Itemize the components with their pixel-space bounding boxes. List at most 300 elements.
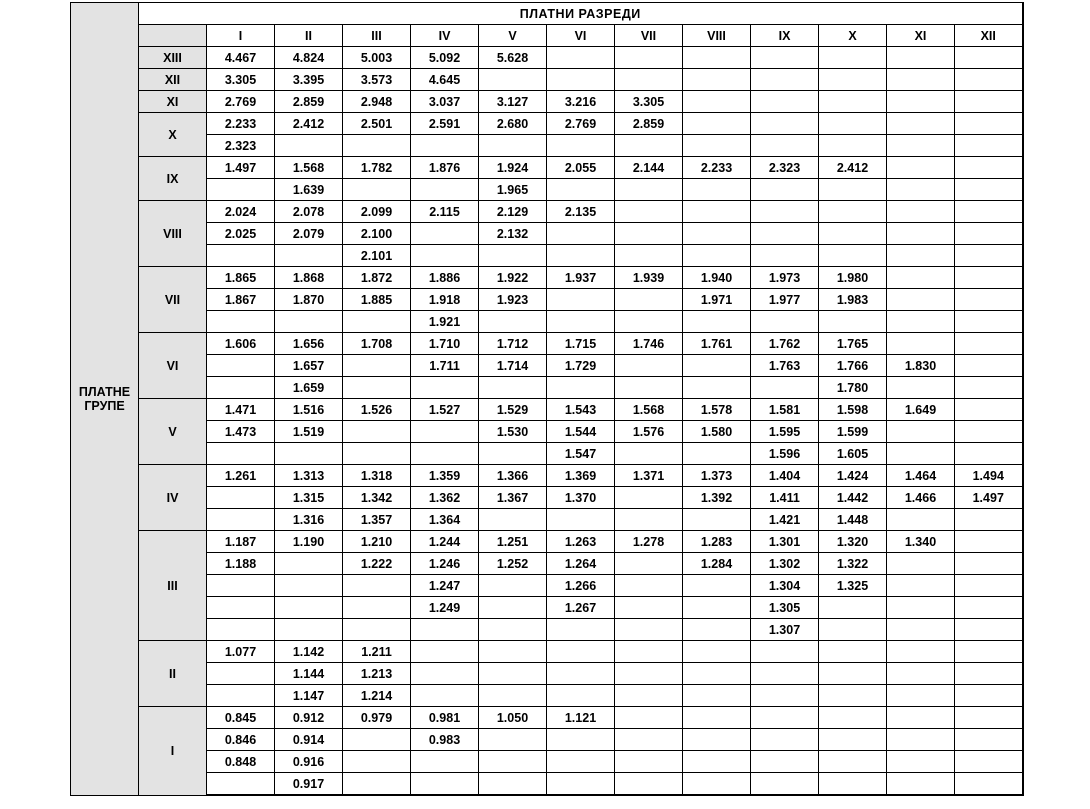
coefficient-cell bbox=[955, 135, 1023, 157]
coefficient-cell: 1.973 bbox=[751, 267, 819, 289]
coefficient-cell bbox=[411, 245, 479, 267]
coefficient-cell: 1.392 bbox=[683, 487, 751, 509]
coefficient-cell bbox=[683, 355, 751, 377]
coefficient-cell: 1.424 bbox=[819, 465, 887, 487]
coefficient-cell: 2.859 bbox=[275, 91, 343, 113]
coefficient-cell: 1.526 bbox=[343, 399, 411, 421]
coefficient-cell bbox=[479, 575, 547, 597]
table-row bbox=[71, 267, 1023, 289]
coefficient-cell: 2.100 bbox=[343, 223, 411, 245]
coefficient-cell bbox=[547, 135, 615, 157]
coefficient-cell bbox=[615, 201, 683, 223]
coefficient-cell: 1.980 bbox=[819, 267, 887, 289]
table-row bbox=[71, 179, 1023, 201]
group-label: XII bbox=[139, 69, 207, 91]
coefficient-cell: 2.129 bbox=[479, 201, 547, 223]
coefficient-cell bbox=[751, 91, 819, 113]
column-header: VI bbox=[547, 25, 615, 47]
coefficient-cell bbox=[615, 443, 683, 465]
coefficient-cell bbox=[683, 751, 751, 773]
coefficient-cell bbox=[615, 311, 683, 333]
coefficient-cell: 1.264 bbox=[547, 553, 615, 575]
coefficient-cell bbox=[547, 223, 615, 245]
table-row bbox=[71, 377, 1023, 399]
coefficient-cell bbox=[411, 751, 479, 773]
coefficient-cell: 0.917 bbox=[275, 773, 343, 796]
coefficient-cell bbox=[751, 751, 819, 773]
coefficient-cell bbox=[955, 443, 1023, 465]
table-row bbox=[71, 619, 1023, 641]
column-header: IV bbox=[411, 25, 479, 47]
pay-grades-title: ПЛАТНИ РАЗРЕДИ bbox=[139, 3, 1023, 25]
coefficient-cell: 1.765 bbox=[819, 333, 887, 355]
coefficient-cell bbox=[207, 245, 275, 267]
coefficient-cell bbox=[887, 685, 955, 707]
coefficient-cell: 2.323 bbox=[207, 135, 275, 157]
coefficient-cell bbox=[819, 663, 887, 685]
table-row bbox=[71, 91, 1023, 113]
coefficient-cell: 1.322 bbox=[819, 553, 887, 575]
coefficient-cell bbox=[819, 707, 887, 729]
coefficient-cell: 1.568 bbox=[275, 157, 343, 179]
coefficient-cell bbox=[343, 443, 411, 465]
coefficient-cell bbox=[887, 619, 955, 641]
coefficient-cell bbox=[819, 597, 887, 619]
coefficient-cell: 0.846 bbox=[207, 729, 275, 751]
group-label: I bbox=[139, 707, 207, 796]
table-row bbox=[71, 421, 1023, 443]
group-label: II bbox=[139, 641, 207, 707]
coefficient-cell: 1.263 bbox=[547, 531, 615, 553]
coefficient-cell bbox=[683, 377, 751, 399]
coefficient-cell: 1.367 bbox=[479, 487, 547, 509]
coefficient-cell bbox=[615, 575, 683, 597]
coefficient-cell bbox=[887, 135, 955, 157]
coefficient-cell: 2.079 bbox=[275, 223, 343, 245]
coefficient-cell bbox=[615, 377, 683, 399]
coefficient-cell: 2.501 bbox=[343, 113, 411, 135]
coefficient-cell bbox=[751, 685, 819, 707]
coefficient-cell bbox=[955, 69, 1023, 91]
coefficient-cell bbox=[751, 179, 819, 201]
coefficient-cell: 2.412 bbox=[819, 157, 887, 179]
coefficient-cell bbox=[751, 641, 819, 663]
coefficient-cell bbox=[479, 619, 547, 641]
coefficient-cell bbox=[615, 619, 683, 641]
coefficient-cell: 3.305 bbox=[207, 69, 275, 91]
table-row bbox=[71, 399, 1023, 421]
coefficient-cell bbox=[683, 729, 751, 751]
salary-table-container bbox=[70, 2, 1024, 796]
coefficient-cell: 2.591 bbox=[411, 113, 479, 135]
coefficient-cell: 1.763 bbox=[751, 355, 819, 377]
group-label: IV bbox=[139, 465, 207, 531]
coefficient-cell bbox=[411, 421, 479, 443]
coefficient-cell bbox=[955, 421, 1023, 443]
coefficient-cell bbox=[207, 619, 275, 641]
coefficient-cell bbox=[683, 509, 751, 531]
coefficient-cell bbox=[547, 509, 615, 531]
coefficient-cell bbox=[751, 113, 819, 135]
coefficient-cell bbox=[955, 377, 1023, 399]
header-row-title bbox=[71, 3, 1023, 25]
coefficient-cell: 1.142 bbox=[275, 641, 343, 663]
coefficient-cell bbox=[887, 509, 955, 531]
coefficient-cell bbox=[411, 135, 479, 157]
coefficient-cell bbox=[955, 113, 1023, 135]
coefficient-cell: 2.078 bbox=[275, 201, 343, 223]
table-row bbox=[71, 729, 1023, 751]
coefficient-cell bbox=[207, 685, 275, 707]
coefficient-cell: 1.580 bbox=[683, 421, 751, 443]
coefficient-cell bbox=[887, 91, 955, 113]
coefficient-cell: 1.359 bbox=[411, 465, 479, 487]
coefficient-cell: 3.395 bbox=[275, 69, 343, 91]
coefficient-cell bbox=[343, 355, 411, 377]
coefficient-cell bbox=[615, 773, 683, 796]
coefficient-cell bbox=[547, 311, 615, 333]
coefficient-cell bbox=[887, 751, 955, 773]
coefficient-cell bbox=[343, 597, 411, 619]
coefficient-cell bbox=[275, 245, 343, 267]
coefficient-cell: 1.766 bbox=[819, 355, 887, 377]
coefficient-cell bbox=[683, 91, 751, 113]
coefficient-cell bbox=[955, 289, 1023, 311]
coefficient-cell: 1.473 bbox=[207, 421, 275, 443]
coefficient-cell: 1.714 bbox=[479, 355, 547, 377]
coefficient-cell bbox=[955, 333, 1023, 355]
coefficient-cell: 1.050 bbox=[479, 707, 547, 729]
coefficient-cell bbox=[683, 179, 751, 201]
coefficient-cell bbox=[819, 201, 887, 223]
coefficient-cell bbox=[955, 531, 1023, 553]
coefficient-cell bbox=[547, 245, 615, 267]
coefficient-cell bbox=[683, 619, 751, 641]
coefficient-cell: 1.247 bbox=[411, 575, 479, 597]
table-row bbox=[71, 465, 1023, 487]
coefficient-cell: 0.983 bbox=[411, 729, 479, 751]
coefficient-cell bbox=[955, 399, 1023, 421]
table-row bbox=[71, 531, 1023, 553]
coefficient-cell: 1.656 bbox=[275, 333, 343, 355]
coefficient-cell bbox=[411, 223, 479, 245]
coefficient-cell bbox=[683, 575, 751, 597]
coefficient-cell bbox=[411, 619, 479, 641]
coefficient-cell bbox=[343, 619, 411, 641]
coefficient-cell: 1.708 bbox=[343, 333, 411, 355]
coefficient-cell bbox=[887, 201, 955, 223]
coefficient-cell bbox=[955, 685, 1023, 707]
coefficient-cell bbox=[479, 509, 547, 531]
coefficient-cell: 1.780 bbox=[819, 377, 887, 399]
coefficient-cell: 1.471 bbox=[207, 399, 275, 421]
coefficient-cell: 1.599 bbox=[819, 421, 887, 443]
coefficient-cell: 1.596 bbox=[751, 443, 819, 465]
coefficient-cell: 1.251 bbox=[479, 531, 547, 553]
coefficient-cell bbox=[275, 135, 343, 157]
coefficient-cell: 1.373 bbox=[683, 465, 751, 487]
coefficient-cell: 1.267 bbox=[547, 597, 615, 619]
coefficient-cell: 0.979 bbox=[343, 707, 411, 729]
table-row bbox=[71, 311, 1023, 333]
coefficient-cell bbox=[615, 641, 683, 663]
coefficient-cell: 1.342 bbox=[343, 487, 411, 509]
coefficient-cell: 1.923 bbox=[479, 289, 547, 311]
coefficient-cell bbox=[887, 69, 955, 91]
coefficient-cell bbox=[343, 179, 411, 201]
coefficient-cell: 1.214 bbox=[343, 685, 411, 707]
coefficient-cell: 1.121 bbox=[547, 707, 615, 729]
coefficient-cell: 1.527 bbox=[411, 399, 479, 421]
coefficient-cell: 1.639 bbox=[275, 179, 343, 201]
coefficient-cell bbox=[683, 597, 751, 619]
coefficient-cell bbox=[955, 201, 1023, 223]
coefficient-cell bbox=[955, 267, 1023, 289]
coefficient-cell bbox=[887, 223, 955, 245]
coefficient-cell: 3.573 bbox=[343, 69, 411, 91]
coefficient-cell: 1.547 bbox=[547, 443, 615, 465]
coefficient-cell: 1.867 bbox=[207, 289, 275, 311]
coefficient-cell bbox=[683, 47, 751, 69]
coefficient-cell: 1.466 bbox=[887, 487, 955, 509]
coefficient-cell: 2.144 bbox=[615, 157, 683, 179]
coefficient-cell bbox=[683, 685, 751, 707]
coefficient-cell bbox=[683, 69, 751, 91]
coefficient-cell bbox=[751, 47, 819, 69]
coefficient-cell: 1.313 bbox=[275, 465, 343, 487]
coefficient-cell: 1.868 bbox=[275, 267, 343, 289]
coefficient-cell: 1.210 bbox=[343, 531, 411, 553]
coefficient-cell bbox=[343, 751, 411, 773]
table-row bbox=[71, 773, 1023, 796]
coefficient-cell bbox=[955, 641, 1023, 663]
coefficient-cell: 1.782 bbox=[343, 157, 411, 179]
table-row bbox=[71, 201, 1023, 223]
coefficient-cell bbox=[683, 311, 751, 333]
coefficient-cell: 1.147 bbox=[275, 685, 343, 707]
coefficient-cell bbox=[955, 707, 1023, 729]
header-corner-cell bbox=[139, 25, 207, 47]
coefficient-cell bbox=[479, 751, 547, 773]
table-row bbox=[71, 663, 1023, 685]
column-header: VII bbox=[615, 25, 683, 47]
coefficient-cell: 1.266 bbox=[547, 575, 615, 597]
coefficient-cell: 0.914 bbox=[275, 729, 343, 751]
coefficient-cell: 2.233 bbox=[683, 157, 751, 179]
coefficient-cell: 2.859 bbox=[615, 113, 683, 135]
coefficient-cell bbox=[547, 619, 615, 641]
coefficient-cell bbox=[751, 311, 819, 333]
coefficient-cell bbox=[683, 773, 751, 796]
table-row bbox=[71, 289, 1023, 311]
column-header: I bbox=[207, 25, 275, 47]
coefficient-cell bbox=[479, 443, 547, 465]
coefficient-cell bbox=[955, 311, 1023, 333]
coefficient-cell bbox=[887, 113, 955, 135]
coefficient-cell: 1.937 bbox=[547, 267, 615, 289]
coefficient-cell: 1.543 bbox=[547, 399, 615, 421]
coefficient-cell bbox=[683, 663, 751, 685]
coefficient-cell bbox=[955, 245, 1023, 267]
coefficient-cell: 1.544 bbox=[547, 421, 615, 443]
column-header: V bbox=[479, 25, 547, 47]
coefficient-cell bbox=[343, 575, 411, 597]
coefficient-cell bbox=[275, 443, 343, 465]
coefficient-cell bbox=[207, 773, 275, 796]
coefficient-cell bbox=[411, 773, 479, 796]
coefficient-cell bbox=[819, 619, 887, 641]
coefficient-cell: 0.981 bbox=[411, 707, 479, 729]
table-row bbox=[71, 443, 1023, 465]
coefficient-cell bbox=[615, 663, 683, 685]
coefficient-cell: 1.357 bbox=[343, 509, 411, 531]
coefficient-cell: 1.261 bbox=[207, 465, 275, 487]
coefficient-cell: 4.645 bbox=[411, 69, 479, 91]
coefficient-cell: 1.283 bbox=[683, 531, 751, 553]
table-row bbox=[71, 553, 1023, 575]
coefficient-cell bbox=[479, 69, 547, 91]
coefficient-cell: 1.568 bbox=[615, 399, 683, 421]
coefficient-cell bbox=[887, 47, 955, 69]
coefficient-cell bbox=[819, 245, 887, 267]
table-row bbox=[71, 47, 1023, 69]
coefficient-cell bbox=[615, 685, 683, 707]
coefficient-cell: 1.761 bbox=[683, 333, 751, 355]
coefficient-cell: 3.305 bbox=[615, 91, 683, 113]
coefficient-cell bbox=[819, 641, 887, 663]
coefficient-cell: 1.244 bbox=[411, 531, 479, 553]
coefficient-cell: 1.222 bbox=[343, 553, 411, 575]
coefficient-cell: 1.370 bbox=[547, 487, 615, 509]
coefficient-cell bbox=[683, 641, 751, 663]
coefficient-cell: 2.680 bbox=[479, 113, 547, 135]
coefficient-cell: 1.595 bbox=[751, 421, 819, 443]
coefficient-cell bbox=[615, 179, 683, 201]
coefficient-cell: 1.657 bbox=[275, 355, 343, 377]
coefficient-cell: 1.188 bbox=[207, 553, 275, 575]
coefficient-cell: 0.848 bbox=[207, 751, 275, 773]
coefficient-cell bbox=[819, 69, 887, 91]
salary-grade-table bbox=[70, 2, 1024, 796]
coefficient-cell bbox=[615, 289, 683, 311]
group-label: III bbox=[139, 531, 207, 641]
coefficient-cell: 5.003 bbox=[343, 47, 411, 69]
coefficient-cell: 4.824 bbox=[275, 47, 343, 69]
coefficient-cell bbox=[887, 333, 955, 355]
column-header: III bbox=[343, 25, 411, 47]
coefficient-cell: 1.448 bbox=[819, 509, 887, 531]
coefficient-cell bbox=[547, 179, 615, 201]
side-label-platne-grupe bbox=[71, 3, 139, 796]
coefficient-cell bbox=[547, 289, 615, 311]
coefficient-cell: 2.769 bbox=[207, 91, 275, 113]
table-row bbox=[71, 641, 1023, 663]
coefficient-cell bbox=[819, 773, 887, 796]
table-row bbox=[71, 113, 1023, 135]
coefficient-cell: 2.101 bbox=[343, 245, 411, 267]
coefficient-cell bbox=[955, 509, 1023, 531]
coefficient-cell bbox=[411, 377, 479, 399]
coefficient-cell: 2.025 bbox=[207, 223, 275, 245]
coefficient-cell bbox=[275, 311, 343, 333]
coefficient-cell bbox=[819, 179, 887, 201]
coefficient-cell bbox=[615, 751, 683, 773]
coefficient-cell: 1.519 bbox=[275, 421, 343, 443]
coefficient-cell: 1.307 bbox=[751, 619, 819, 641]
coefficient-cell bbox=[751, 729, 819, 751]
coefficient-cell bbox=[479, 641, 547, 663]
coefficient-cell bbox=[479, 377, 547, 399]
table-row bbox=[71, 707, 1023, 729]
coefficient-cell bbox=[547, 685, 615, 707]
coefficient-cell: 1.886 bbox=[411, 267, 479, 289]
column-header: II bbox=[275, 25, 343, 47]
coefficient-cell: 1.301 bbox=[751, 531, 819, 553]
table-row bbox=[71, 685, 1023, 707]
coefficient-cell bbox=[207, 509, 275, 531]
coefficient-cell bbox=[955, 91, 1023, 113]
coefficient-cell: 1.144 bbox=[275, 663, 343, 685]
coefficient-cell bbox=[207, 597, 275, 619]
coefficient-cell: 1.404 bbox=[751, 465, 819, 487]
coefficient-cell bbox=[819, 685, 887, 707]
coefficient-cell: 1.746 bbox=[615, 333, 683, 355]
coefficient-cell bbox=[751, 201, 819, 223]
coefficient-cell: 1.918 bbox=[411, 289, 479, 311]
coefficient-cell bbox=[547, 641, 615, 663]
coefficient-cell bbox=[955, 179, 1023, 201]
coefficient-cell: 1.320 bbox=[819, 531, 887, 553]
coefficient-cell bbox=[207, 179, 275, 201]
coefficient-cell bbox=[411, 641, 479, 663]
coefficient-cell: 1.516 bbox=[275, 399, 343, 421]
coefficient-cell bbox=[207, 377, 275, 399]
coefficient-cell: 0.845 bbox=[207, 707, 275, 729]
coefficient-cell: 1.710 bbox=[411, 333, 479, 355]
coefficient-cell bbox=[411, 179, 479, 201]
coefficient-cell: 1.865 bbox=[207, 267, 275, 289]
coefficient-cell bbox=[955, 751, 1023, 773]
coefficient-cell bbox=[207, 487, 275, 509]
coefficient-cell bbox=[615, 223, 683, 245]
coefficient-cell bbox=[887, 377, 955, 399]
coefficient-cell bbox=[751, 135, 819, 157]
group-label: XIII bbox=[139, 47, 207, 69]
coefficient-cell bbox=[955, 553, 1023, 575]
coefficient-cell bbox=[343, 773, 411, 796]
coefficient-cell: 1.494 bbox=[955, 465, 1023, 487]
coefficient-cell: 1.830 bbox=[887, 355, 955, 377]
coefficient-cell bbox=[955, 773, 1023, 796]
group-label: VIII bbox=[139, 201, 207, 267]
coefficient-cell bbox=[479, 311, 547, 333]
coefficient-cell: 1.876 bbox=[411, 157, 479, 179]
coefficient-cell bbox=[207, 443, 275, 465]
coefficient-cell: 2.948 bbox=[343, 91, 411, 113]
group-label: IX bbox=[139, 157, 207, 201]
coefficient-cell: 1.371 bbox=[615, 465, 683, 487]
coefficient-cell: 1.965 bbox=[479, 179, 547, 201]
coefficient-cell bbox=[819, 311, 887, 333]
coefficient-cell bbox=[343, 377, 411, 399]
coefficient-cell: 1.325 bbox=[819, 575, 887, 597]
coefficient-cell: 1.497 bbox=[955, 487, 1023, 509]
column-header: XI bbox=[887, 25, 955, 47]
coefficient-cell: 2.024 bbox=[207, 201, 275, 223]
coefficient-cell bbox=[615, 355, 683, 377]
coefficient-cell bbox=[751, 377, 819, 399]
coefficient-cell: 1.649 bbox=[887, 399, 955, 421]
